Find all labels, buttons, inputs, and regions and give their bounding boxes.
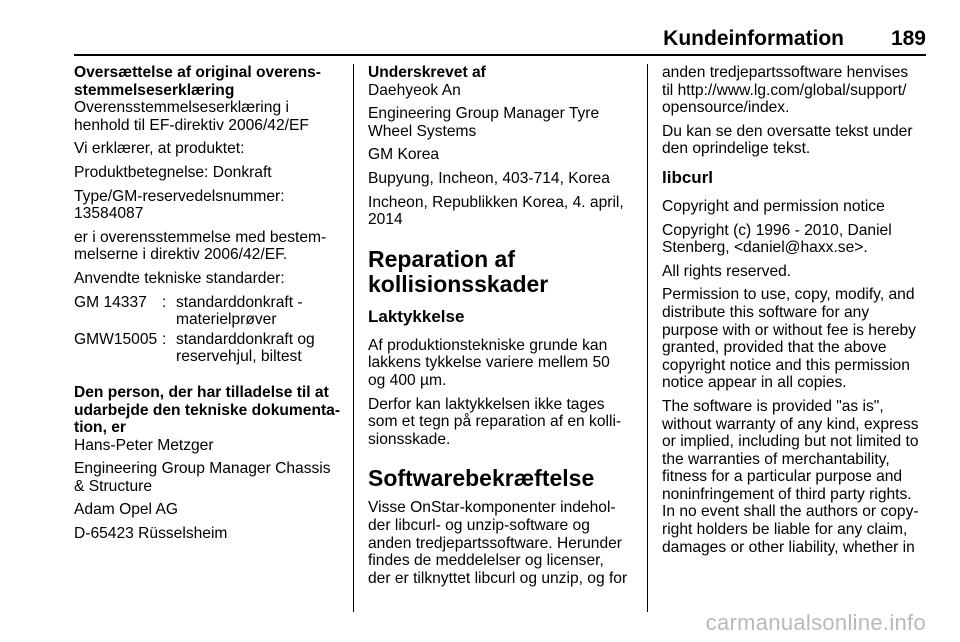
standard-description: standarddonkraft - materielprøver xyxy=(176,293,303,329)
page-title: Kundeinformation xyxy=(663,27,844,50)
copyright-heading: Copyright and permission notice xyxy=(662,197,885,215)
declaration-intro: Overensstemmelseserklæring i henhold til EF-direktiv 2006/42/EF xyxy=(74,99,309,134)
product-designation: Produktbetegnelse: Donkraft xyxy=(74,163,272,181)
signer-address: Bupyung, Incheon, 403-714, Korea xyxy=(368,169,610,187)
authorized-person-name: Hans-Peter Metzger xyxy=(74,436,214,454)
declaration-statement: Vi erklærer, at produktet: xyxy=(74,140,245,158)
paint-thickness-note: Derfor kan laktykkelsen ikke tages som et tegn på reparation af en kolli- sionsskade. xyxy=(368,395,622,448)
authorized-person-heading: Den person, der har tilladelse til at udarbejde den tekniske dokumenta- tion, er xyxy=(74,383,341,437)
watermark: carmanualsonline.info xyxy=(705,610,926,635)
declaration-heading: Oversættelse af original overens- stemmelseserklæring xyxy=(74,64,321,99)
column-divider-1 xyxy=(353,64,354,612)
section-heading-collision-repair: Reparation af kollisionsskader xyxy=(368,245,549,297)
signed-by-heading: Underskrevet af xyxy=(368,64,486,81)
rights-reserved: All rights reserved. xyxy=(662,262,792,280)
standard-separator: : xyxy=(162,293,167,311)
standard-separator: : xyxy=(162,330,167,348)
page-number: 189 xyxy=(890,27,926,50)
table-row xyxy=(74,294,315,331)
third-party-reference: anden tredjepartssoftware henvises til http://www.lg.com/global/support/ opensource/index. xyxy=(662,64,909,117)
warranty-text: The software is provided "as is", without warranty of any kind, express or implied, including but not limited to the warranties of merchantability, fitness for a particular purpose and noninfringement of third party rights. In no event shall the authors or copy- right holders be liable for any claim, damages or other liability, whether in xyxy=(662,397,919,556)
column-right xyxy=(662,64,932,562)
subheading-paint-thickness: Laktykkelse xyxy=(368,306,465,326)
standards-table xyxy=(74,294,315,368)
signer-name: Daehyeok An xyxy=(368,81,461,99)
signing-place-date: Incheon, Republikken Korea, 4. april, 2014 xyxy=(368,193,624,229)
translation-note: Du kan se den oversatte tekst under den oprindelige tekst. xyxy=(662,122,913,158)
copyright-line: Copyright (c) 1996 - 2010, Daniel Stenberg, <daniel@haxx.se>. xyxy=(662,221,892,257)
column-middle xyxy=(368,64,634,593)
software-text: Visse OnStar-komponenter indehol- der libcurl- og unzip-software og anden tredjepartssoftware. Herunder findes de meddelelser og licenser, der er tilknyttet libcurl og unzip, og for xyxy=(368,499,628,587)
standard-description: standarddonkraft og reservehjul, biltest xyxy=(176,330,315,366)
standard-code: GMW15005 xyxy=(74,330,158,348)
signer-title: Engineering Group Manager Tyre Wheel Systems xyxy=(368,105,600,140)
signer-company: GM Korea xyxy=(368,146,440,164)
company-name: Adam Opel AG xyxy=(74,501,179,519)
column-left xyxy=(74,64,342,549)
standard-code: GM 14337 xyxy=(74,293,147,311)
paint-thickness-text: Af produktionstekniske grunde kan lakkens tykkelse variere mellem 50 og 400 µm. xyxy=(368,336,610,389)
part-number: Type/GM-reservedelsnummer: 13584087 xyxy=(74,187,285,223)
table-row xyxy=(74,331,315,368)
section-heading-software: Softwarebekræftelse xyxy=(368,465,595,492)
authorized-person-title: Engineering Group Manager Chassis & Structure xyxy=(74,460,331,495)
page-header xyxy=(74,26,926,56)
standards-heading: Anvendte tekniske standarder: xyxy=(74,269,285,287)
column-divider-2 xyxy=(647,64,648,612)
company-address: D-65423 Rüsselsheim xyxy=(74,525,228,543)
permission-text: Permission to use, copy, modify, and distribute this software for any purpose with or without fee is hereby granted, provided that the above copyright notice and this permission notice appear in all copies. xyxy=(662,286,916,392)
subheading-libcurl: libcurl xyxy=(662,167,714,187)
directive-compliance: er i overensstemmelse med bestem- melserne i direktiv 2006/42/EF. xyxy=(74,228,327,264)
